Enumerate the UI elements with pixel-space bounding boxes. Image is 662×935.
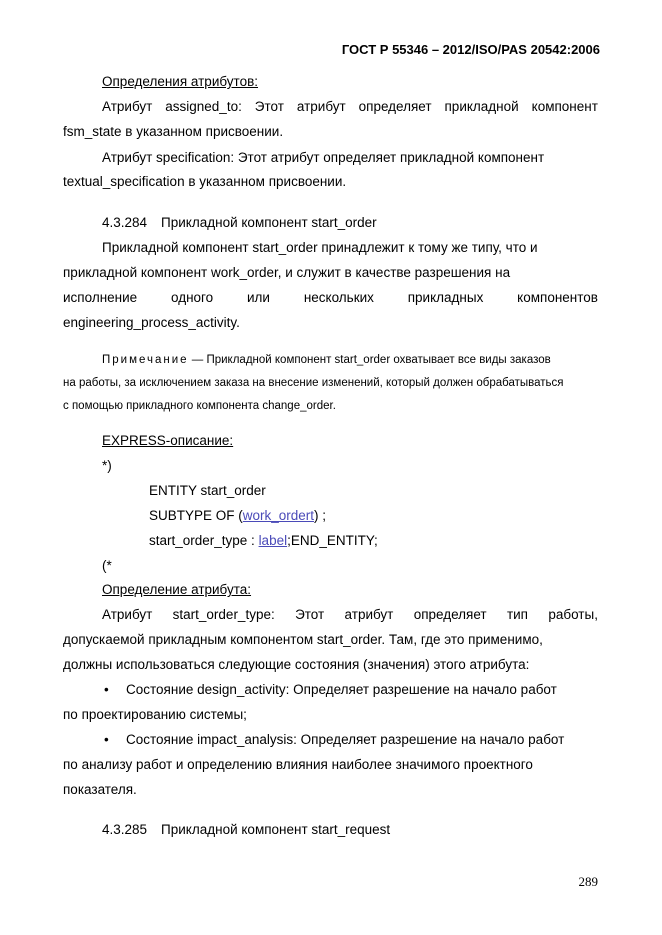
word: Атрибут — [102, 607, 153, 622]
word: определяет — [358, 99, 432, 114]
word: Этот — [295, 607, 325, 622]
page-number: 289 — [578, 874, 598, 889]
bullet-1-marker: • — [104, 682, 109, 697]
word: атрибут — [296, 99, 346, 114]
word: компонентов — [517, 290, 598, 305]
express-entity-line: ENTITY start_order — [149, 483, 266, 498]
word: тип — [506, 607, 528, 622]
note-line-1 — [102, 352, 551, 368]
section-4-3-285-heading — [102, 822, 390, 838]
word: определяет — [413, 607, 487, 622]
bullet-2-line-1: Состояние impact_analysis: Определяет разрешение на начало работ — [126, 732, 565, 747]
express-comment-close: (* — [102, 558, 112, 573]
work-order-link[interactable]: work_ordert — [242, 508, 315, 523]
start-order-paragraph-line-4: engineering_process_activity. — [63, 315, 240, 330]
start-order-type-line-1 — [102, 607, 598, 623]
word: или — [247, 290, 270, 305]
start-order-paragraph-line-1: Прикладной компонент start_order принадлежит к тому же типу, что и — [102, 240, 538, 255]
word: прикладных — [407, 290, 484, 305]
attribute-suffix: ;END_ENTITY; — [287, 533, 378, 548]
subtype-suffix: ) ; — [314, 508, 327, 523]
word: Атрибут — [102, 99, 153, 114]
section-number: 4.3.284 — [102, 215, 148, 230]
note-text: — Прикладной компонент start_order охватывает все виды заказов — [188, 354, 551, 366]
express-attribute-line — [149, 533, 378, 549]
subtype-prefix: SUBTYPE OF ( — [149, 508, 243, 523]
bullet-2-line-2: по анализу работ и определению влияния наиболее значимого проектного — [63, 757, 533, 772]
assigned-to-definition-line-1 — [102, 99, 598, 115]
word: атрибут — [344, 607, 394, 622]
section-title: Прикладной компонент start_request — [161, 822, 391, 837]
attribute-prefix: start_order_type : — [149, 533, 259, 548]
bullet-1-line-1: Состояние design_activity: Определяет разрешение на начало работ — [126, 682, 557, 697]
attributes-definitions-heading: Определения атрибутов: — [102, 74, 259, 89]
bullet-2-marker: • — [104, 732, 109, 747]
word: прикладной — [444, 99, 519, 114]
page-header: ГОСТ Р 55346 – 2012/ISO/PAS 20542:2006 — [341, 42, 600, 57]
word: нескольких — [303, 290, 374, 305]
attribute-definition-heading: Определение атрибута: — [102, 582, 252, 597]
section-title: Прикладной компонент start_order — [161, 215, 377, 230]
express-heading: EXPRESS-описание: — [102, 433, 234, 448]
word: компонент — [531, 99, 598, 114]
section-4-3-284-heading — [102, 215, 377, 231]
note-line-2: на работы, за исключением заказа на внесение изменений, который должен обрабатываться — [63, 377, 564, 389]
start-order-paragraph-line-2: прикладной компонент work_order, и служит в качестве разрешения на — [63, 265, 511, 280]
specification-definition-line-2: textual_specification в указанном присвоении. — [63, 174, 347, 189]
bullet-1-line-2: по проектированию системы; — [63, 707, 247, 722]
bullet-2-line-3: показателя. — [63, 782, 137, 797]
section-number: 4.3.285 — [102, 822, 148, 837]
word: start_order_type: — [172, 607, 275, 622]
word: исполнение — [63, 290, 138, 305]
word: Этот — [254, 99, 284, 114]
note-label: Примечание — [102, 354, 189, 366]
word: одного — [171, 290, 214, 305]
note-line-3: с помощью прикладного компонента change_order. — [63, 400, 336, 412]
label-link[interactable]: label — [258, 533, 288, 548]
start-order-paragraph-line-3 — [63, 290, 598, 306]
start-order-type-line-2: допускаемой прикладным компонентом start_order. Там, где это применимо, — [63, 632, 543, 647]
assigned-to-definition-line-2: fsm_state в указанном присвоении. — [63, 124, 284, 139]
start-order-type-line-3: должны использоваться следующие состояния (значения) этого атрибута: — [63, 657, 530, 672]
word: assigned_to: — [165, 99, 242, 114]
express-subtype-line — [149, 508, 326, 524]
express-comment-open: *) — [102, 458, 112, 473]
word: работы, — [548, 607, 598, 622]
specification-definition-line-1: Атрибут specification: Этот атрибут определяет прикладной компонент — [102, 150, 545, 165]
